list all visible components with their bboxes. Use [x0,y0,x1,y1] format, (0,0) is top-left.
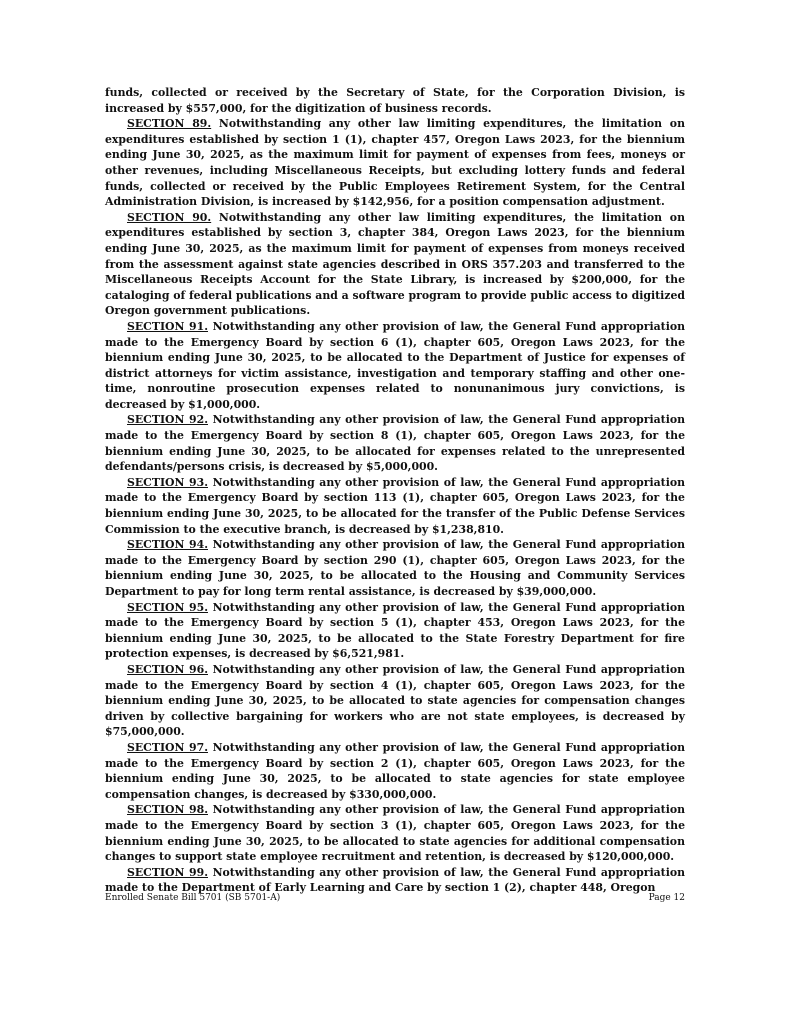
section-text: Notwithstanding any other law limiting expenditures, the limitation on expenditures established by section 3, chapter 384, Oregon Laws 2023, for the biennium ending June 30, 2025, as the maximum limit for payment of expenses from moneys received from the assessment against state agencies described in ORS 357.203 and transferred to the Miscellaneous Receipts Account for the State Library, is increased by $200,000, for the cataloging of federal publications and a software program to provide public access to digitized Oregon government publications. [105,210,685,318]
section-text: Notwithstanding any other provision of law, the General Fund appropriation made to the Emergency Board by section 113 (1), chapter 605, Oregon Laws 2023, for the biennium ending June 30, 2025, to be allocated for the transfer of the Public Defense Services Commission to the executive branch, is decreased by $1,238,810. [105,475,686,536]
section-text: Notwithstanding any other provision of law, the General Fund appropriation made to the Emergency Board by section 2 (1), chapter 605, Oregon Laws 2023, for the biennium ending June 30, 2025, to be allocated to state agencies for state employee compensation changes, is decreased by $330,000,000. [105,740,686,801]
section-94 [105,537,685,599]
section-number: SECTION 94. [127,538,208,552]
section-93 [105,475,685,537]
section-90 [105,210,685,319]
section-text: Notwithstanding any other provision of law, the General Fund appropriation made to the Emergency Board by section 8 (1), chapter 605, Oregon Laws 2023, for the biennium ending June 30, 2025, to be allocated for expenses related to the unrepresented defendants/persons crisis, is decreased by $5,000,000. [105,413,686,474]
bill-identifier: Enrolled Senate Bill 5701 (SB 5701-A) [105,893,281,903]
section-97 [105,740,685,802]
section-95 [105,600,685,662]
section-text: Notwithstanding any other provision of law, the General Fund appropriation made to the Emergency Board by section 6 (1), chapter 605, Oregon Laws 2023, for the biennium ending June 30, 2025, to be allocated to the Department of Justice for expenses of district attorneys for victim assistance, investigation and temporary staffing and other one-time, nonroutine prosecution expenses related to nonunanimous jury convictions, is decreased by $1,000,000. [105,319,686,411]
section-text: Notwithstanding any other provision of law, the General Fund appropriation made to the Emergency Board by section 4 (1), chapter 605, Oregon Laws 2023, for the biennium ending June 30, 2025, to be allocated to state agencies for compensation changes driven by collective bargaining for workers who are not state employees, is decreased by $75,000,000. [105,662,686,739]
section-91 [105,319,685,413]
section-89 [105,116,685,210]
section-number: SECTION 99. [127,865,208,879]
section-number: SECTION 98. [127,803,208,817]
section-text: Notwithstanding any other provision of law, the General Fund appropriation made to the Emergency Board by section 290 (1), chapter 605, Oregon Laws 2023, for the biennium ending June 30, 2025, to be allocated to the Housing and Community Services Department to pay for long term rental assistance, is decreased by $39,000,000. [105,538,686,598]
section-text: Notwithstanding any other provision of law, the General Fund appropriation made to the Emergency Board by section 3 (1), chapter 605, Oregon Laws 2023, for the biennium ending June 30, 2025, to be allocated to state agencies for additional compensation changes to support state employee recruitment and retention, is decreased by $120,000,000. [105,803,686,864]
section-number: SECTION 93. [127,475,208,489]
section-number: SECTION 89. [127,117,212,131]
page-number: Page 12 [648,893,685,903]
section-92 [105,412,685,474]
section-number: SECTION 90. [127,210,212,224]
section-text: Notwithstanding any other provision of law, the General Fund appropriation made to the Emergency Board by section 5 (1), chapter 453, Oregon Laws 2023, for the biennium ending June 30, 2025, to be allocated to the State Forestry Department for fire protection expenses, is decreased by $6,521,981. [105,600,686,661]
section-99 [105,865,685,896]
section-98 [105,802,685,864]
section-number: SECTION 95. [127,600,208,614]
document-body [105,85,685,896]
section-number: SECTION 91. [127,319,208,333]
section-96 [105,662,685,740]
section-text: Notwithstanding any other provision of law, the General Fund appropriation made to the Department of Early Learning and Care by section 1 (2), chapter 448, Oregon [105,865,686,895]
intro-paragraph: funds, collected or received by the Secretary of State, for the Corporation Division, is increased by $557,000, for the digitization of business records. [105,86,685,115]
page-footer [105,893,685,907]
section-number: SECTION 92. [127,413,208,427]
section-number: SECTION 96. [127,662,208,676]
section-number: SECTION 97. [127,740,208,754]
section-text: Notwithstanding any other law limiting expenditures, the limitation on expenditures established by section 1 (1), chapter 457, Oregon Laws 2023, for the biennium ending June 30, 2025, as the maximum limit for payment of expenses from fees, moneys or other revenues, including Miscellaneous Receipts, but excluding lottery funds and federal funds, collected or received by the Public Employees Retirement System, for the Central Administration Division, is increased by $142,956, for a position compensation adjustment. [105,117,685,209]
